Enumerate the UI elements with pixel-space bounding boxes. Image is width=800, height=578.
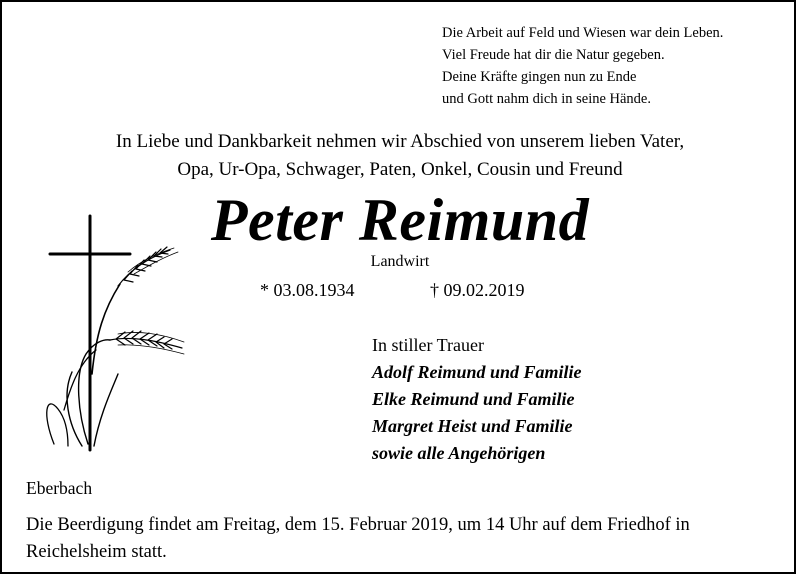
- mourner-family: Margret Heist und Familie: [372, 416, 573, 436]
- birth-date: * 03.08.1934: [260, 280, 355, 300]
- deceased-name: Peter Reimund: [210, 187, 590, 253]
- poem-line: Die Arbeit auf Feld und Wiesen war dein Leben.: [442, 25, 724, 41]
- mourners-block: [372, 332, 582, 467]
- mourner-family: Adolf Reimund und Familie: [372, 362, 582, 382]
- intro-line: In Liebe und Dankbarkeit nehmen wir Abschied von unserem lieben Vater,: [115, 131, 685, 152]
- place-name: Eberbach: [26, 478, 93, 498]
- intro-text: [2, 128, 798, 184]
- intro-line: Opa, Ur-Opa, Schwager, Paten, Onkel, Cousin und Freund: [177, 159, 623, 180]
- mourner-family: Elke Reimund und Familie: [372, 389, 575, 409]
- poem-line: Viel Freude hat dir die Natur gegeben.: [442, 47, 665, 63]
- poem-line: Deine Kräfte gingen nun zu Ende: [442, 69, 637, 85]
- funeral-notice: Die Beerdigung findet am Freitag, dem 15. Februar 2019, um 14 Uhr auf dem Friedhof in Reichelsheim statt.: [26, 515, 690, 562]
- poem-line: und Gott nahm dich in seine Hände.: [442, 91, 651, 107]
- poem: [442, 22, 723, 110]
- mourners-lead: In stiller Trauer: [372, 335, 484, 355]
- mourner-family: sowie alle Angehörigen: [372, 443, 546, 463]
- death-date: † 09.02.2019: [430, 280, 525, 300]
- cross-with-wheat-icon: [38, 214, 188, 454]
- deceased-profession: Landwirt: [370, 253, 430, 270]
